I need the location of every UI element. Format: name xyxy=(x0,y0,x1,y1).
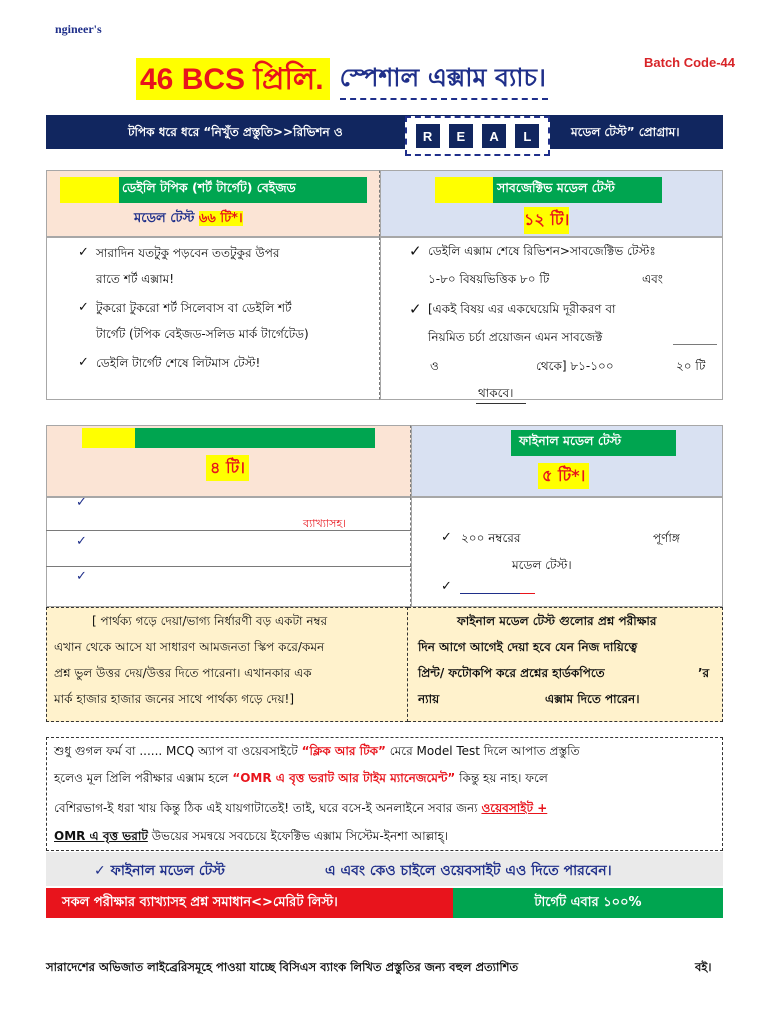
list-item: ২০০ নম্বরের xyxy=(461,531,521,545)
check-icon: ✓ xyxy=(76,534,87,549)
brand-text: ngineer's xyxy=(55,22,102,36)
warning-line-3 xyxy=(54,795,547,821)
underline xyxy=(520,593,535,594)
note-line: ’র xyxy=(698,666,710,680)
mcq-test-list xyxy=(46,497,411,607)
note-line: ফাইনাল মডেল টেস্ট গুলোর প্রশ্ন পরীক্ষার xyxy=(457,614,657,628)
solution-merit-bar: সকল পরীক্ষার ব্যাখ্যাসহ প্রশ্ন সমাধান<>মেরিট লিস্ট। xyxy=(46,888,453,918)
list-item: ডেইলি এক্সাম শেষে রিভিশন>সাবজেক্টিভ টেস্টঃ xyxy=(428,244,656,258)
list-item: এবং xyxy=(642,272,663,286)
check-icon: ✓ xyxy=(78,300,89,315)
warning-text: মেরে Model Test দিলে আপাত প্রস্তুতি xyxy=(389,744,580,758)
underline xyxy=(460,593,520,594)
warning-text: হলেও মূল প্রিলি পরীক্ষার এক্সাম হলে xyxy=(54,771,229,785)
banner-left-text: টপিক ধরে ধরে “নিখুঁত প্রস্তুতি>>রিভিশন ও xyxy=(128,125,343,139)
note-line: এখান থেকে আসে যা সাধারণ আমজনতা স্কিপ করে/কমন xyxy=(54,640,325,654)
final-test-bar-note: এ এবং কেও চাইলে ওয়েবসাইট এও দিতে পারবেন। xyxy=(325,863,612,879)
note-line: দিন আগে আগেই দেয়া হবে যেন নিজ দায়িত্বে xyxy=(418,640,638,654)
daily-test-heading: ডেইলি টপিক (শর্ট টার্গেট) বেইজড xyxy=(119,177,367,203)
check-icon: ✓ xyxy=(78,245,89,260)
check-icon: ✓ xyxy=(441,530,452,545)
final-test-heading: ফাইনাল মডেল টেস্ট xyxy=(511,430,676,456)
warning-text: বেশিরভাগ-ই ধরা খায় কিন্তু ঠিক এই যায়গাটাতেই! তাই, ঘরে বসে-ই অনলাইনে সবার জন্য xyxy=(54,801,478,815)
highlight-marker xyxy=(60,177,119,203)
real-letter: R xyxy=(416,124,440,148)
subjective-test-list xyxy=(380,237,723,400)
final-test-bar-label: ✓ ফাইনাল মডেল টেস্ট xyxy=(94,863,225,879)
list-item: থেকে] ৮১-১০০ xyxy=(536,359,614,373)
warning-line-2 xyxy=(54,765,548,791)
daily-test-label: মডেল টেস্ট xyxy=(134,211,195,226)
warning-text: শুধু গুগল ফর্ম বা ...... MCQ অ্যাপ বা ওয়েবসাইটে xyxy=(54,744,298,758)
note-line: এক্সাম দিতে পারেন। xyxy=(545,692,640,706)
list-item: ২০ টি xyxy=(676,359,706,373)
final-test-list xyxy=(411,497,723,607)
title-batch: স্পেশাল এক্সাম ব্যাচ। xyxy=(340,58,548,100)
check-icon: ✓ xyxy=(78,355,89,370)
daily-test-subheading xyxy=(134,209,243,230)
warning-line-4 xyxy=(54,823,448,849)
list-item: মডেল টেস্ট। xyxy=(512,558,572,572)
list-item: টুকরো টুকরো শর্ট সিলেবাস বা ডেইলি শর্ট xyxy=(96,301,292,315)
list-item: রাতে শর্ট এক্সাম! xyxy=(96,272,175,286)
warning-line-1 xyxy=(54,738,580,764)
divider xyxy=(46,566,411,567)
target-bar: টার্গেট এবার ১০০% xyxy=(453,888,723,918)
check-icon: ✓ xyxy=(409,300,422,318)
website-text: ওয়েবসাইট + xyxy=(481,801,548,815)
list-item: ও xyxy=(430,359,439,373)
omr-time-management-text: “OMR এ বৃত্ত ভরাট আর টাইম ম্যানেজমেন্ট” xyxy=(232,771,456,785)
real-letter: E xyxy=(449,124,473,148)
check-icon: ✓ xyxy=(441,579,452,594)
list-item: থাকবে। xyxy=(478,386,514,400)
note-line: মার্ক হাজার হাজার জনের সাথে পার্থক্য গড়ে দেয়!] xyxy=(54,692,295,706)
note-line: প্রশ্ন ভুল উত্তর দেয়/উত্তর দিতে পারেনা। এখানকার এক xyxy=(54,666,312,680)
omr-bubble-text: OMR এ বৃত্ত ভরাট xyxy=(54,829,148,843)
list-item: নিয়মিত চর্চা প্রয়োজন এমন সাবজেক্ট xyxy=(428,330,603,344)
warning-text: উভয়ের সমন্বয়ে সবচেয়ে ইফেক্টিভ এক্সাম সিস্টেম-ইনশা আল্লাহ্‌। xyxy=(151,829,449,843)
underline xyxy=(476,403,526,404)
real-letter: L xyxy=(515,124,539,148)
real-badge xyxy=(405,116,550,156)
list-item: পূর্ণাঙ্গ xyxy=(653,531,680,545)
highlight-marker xyxy=(82,428,135,448)
real-letter: A xyxy=(482,124,506,148)
highlight-marker xyxy=(435,177,493,203)
batch-code: Batch Code-44 xyxy=(644,55,736,70)
subjective-test-heading: সাবজেক্টিভ মডেল টেস্ট xyxy=(493,177,662,203)
list-item: [একই বিষয় এর একঘেয়েমি দূরীকরণ বা xyxy=(428,302,616,316)
highlight-bar xyxy=(135,428,375,448)
banner-right-text: মডেল টেস্ট” প্রোগ্রাম। xyxy=(571,125,680,139)
warning-text: কিন্তু হয় নাহ। ফলে xyxy=(459,771,548,785)
check-icon: ✓ xyxy=(409,242,422,260)
daily-test-count: ৬৬ টি*। xyxy=(198,211,243,226)
note-line: ন্যায় xyxy=(418,692,440,706)
divider xyxy=(46,530,411,531)
check-icon: ✓ xyxy=(76,495,87,510)
blank-line xyxy=(673,344,717,345)
footer-text: সারাদেশের অভিজাত লাইব্রেরিসমূহে পাওয়া যাচ্ছে বিসিএস ব্যাংক লিখিত প্রস্তুতির জন্য বহুল প্রত্যাশিত xyxy=(46,960,519,974)
list-item: টার্গেট (টপিক বেইজড-সলিড মার্ক টার্গেটেড) xyxy=(96,327,309,341)
page-title xyxy=(136,50,548,100)
explanation-note: ব্যাখ্যাসহ। xyxy=(303,517,347,530)
mcq-test-count: ৪ টি। xyxy=(206,455,249,481)
list-item: ১-৮০ বিষয়ভিত্তিক ৮০ টি xyxy=(428,272,550,286)
note-line: প্রিন্ট/ ফটোকপি করে প্রশ্নের হার্ডকপিতে xyxy=(418,666,605,680)
check-icon: ✓ xyxy=(76,569,87,584)
title-exam: 46 BCS প্রিলি. xyxy=(136,58,330,100)
subjective-test-count: ১২ টি। xyxy=(524,207,569,234)
list-item: ডেইলি টার্গেট শেষে লিটমাস টেস্ট! xyxy=(96,356,261,370)
footer-end: বই। xyxy=(695,960,712,974)
final-test-count: ৫ টি*। xyxy=(538,463,589,489)
click-and-tick-text: “ক্লিক আর টিক” xyxy=(301,744,386,758)
list-item: সারাদিন যতটুকু পড়বেন ততটুকুর উপর xyxy=(96,246,280,260)
note-line: [ পার্থক্য গড়ে দেয়া/ভাগ্য নির্ধারণী বড় একটা নম্বর xyxy=(92,614,328,628)
